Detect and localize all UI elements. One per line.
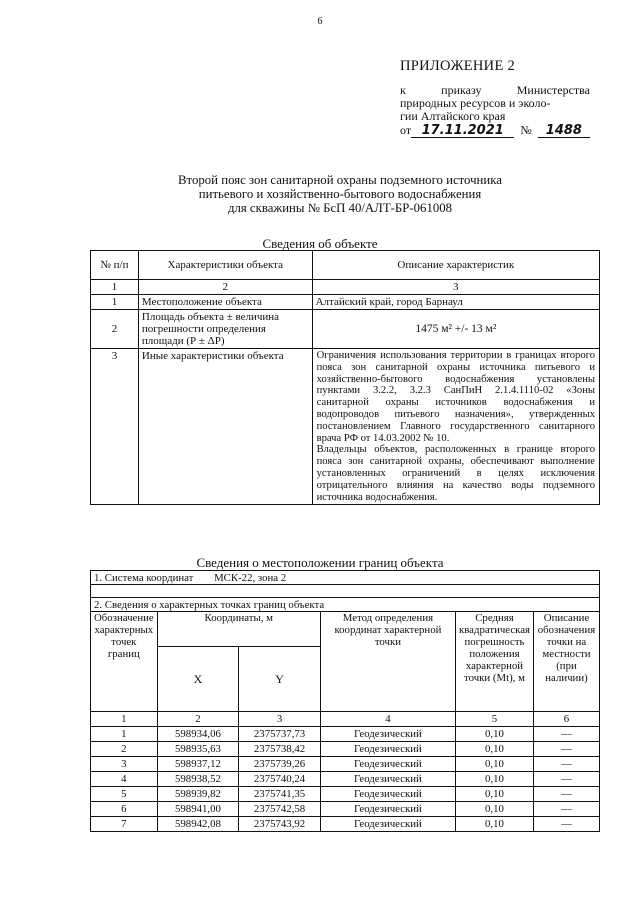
point-desc: — — [533, 772, 599, 787]
point-desc: — — [533, 787, 599, 802]
point-method: Геодезический — [320, 787, 455, 802]
order-line-3: гии Алтайского края — [400, 109, 506, 123]
date-prefix: от — [400, 123, 412, 137]
point-mt: 0,10 — [455, 787, 533, 802]
appendix-title: ПРИЛОЖЕНИЕ 2 — [400, 58, 516, 74]
index-cell: 3 — [239, 712, 321, 727]
point-mt: 0,10 — [455, 757, 533, 772]
point-mt: 0,10 — [455, 742, 533, 757]
point-desc: — — [533, 742, 599, 757]
header-description: Описание характеристик — [312, 251, 599, 280]
points-index-row — [91, 712, 600, 727]
title-line-3: для скважины № БсП 40/АЛТ-БР-061008 — [227, 201, 453, 215]
row-number: 2 — [91, 310, 139, 349]
order-k: к — [400, 83, 406, 97]
point-number: 5 — [91, 787, 158, 802]
header-designation: Обозначение характерных точек границ — [91, 612, 158, 712]
point-desc: — — [533, 802, 599, 817]
point-y: 2375737,73 — [239, 727, 321, 742]
row-characteristic: Иные характеристики объекта — [138, 349, 312, 505]
point-method: Геодезический — [320, 742, 455, 757]
row-value: Алтайский край, город Барнаул — [312, 295, 599, 310]
index-cell: 6 — [533, 712, 599, 727]
table-row — [91, 310, 600, 349]
table-row — [91, 295, 600, 310]
table-row — [91, 787, 600, 802]
coord-system-cell — [91, 571, 600, 585]
point-y: 2375740,24 — [239, 772, 321, 787]
coord-system-row — [91, 571, 600, 585]
header-point-description: Описание обозначения точки на местности (при наличии) — [533, 612, 599, 712]
points-header-row — [91, 612, 600, 647]
header-y: Y — [239, 647, 321, 712]
table-row — [91, 349, 600, 505]
table-row — [91, 727, 600, 742]
object-info-heading: Сведения об объекте — [262, 236, 378, 251]
point-mt: 0,10 — [455, 817, 533, 832]
point-x: 598934,06 — [157, 727, 239, 742]
point-method: Геодезический — [320, 772, 455, 787]
table-row — [91, 817, 600, 832]
point-x: 598939,82 — [157, 787, 239, 802]
point-method: Геодезический — [320, 727, 455, 742]
table-row — [91, 772, 600, 787]
order-reference — [400, 84, 590, 138]
order-date: 17.11.2021 — [411, 124, 514, 138]
spacer-row — [91, 585, 600, 598]
page-number: 6 — [317, 16, 323, 27]
header-error: Средняя квадратическая погрешность положения характерной точки (Mt), м — [455, 612, 533, 712]
title-line-2: питьевого и хозяйственно-бытового водоснабжения — [198, 187, 482, 201]
index-cell: 5 — [455, 712, 533, 727]
point-y: 2375742,58 — [239, 802, 321, 817]
point-x: 598941,00 — [157, 802, 239, 817]
point-x: 598938,52 — [157, 772, 239, 787]
points-label: 2. Сведения о характерных точках границ объекта — [91, 598, 600, 612]
table-index-row — [91, 280, 600, 295]
point-desc: — — [533, 757, 599, 772]
header-method: Метод определения координат характерной точки — [320, 612, 455, 712]
point-x: 598935,63 — [157, 742, 239, 757]
order-ministry: Министерства — [516, 83, 590, 97]
point-number: 4 — [91, 772, 158, 787]
point-mt: 0,10 — [455, 727, 533, 742]
point-y: 2375739,26 — [239, 757, 321, 772]
point-mt: 0,10 — [455, 772, 533, 787]
boundary-points-table — [90, 570, 600, 832]
row-number: 3 — [91, 349, 139, 505]
point-number: 7 — [91, 817, 158, 832]
coord-system-label: 1. Система координат — [94, 571, 194, 584]
location-info-heading: Сведения о местоположении границ объекта — [196, 555, 444, 570]
index-cell: 3 — [312, 280, 599, 295]
other-characteristics-paragraph-1: Ограничения использования территории в границах второго пояса зон санитарной охраны источника питьевого и хозяйственно-бытового водоснабжения установлены пунктами 3.2.2, 3.2.3 СанПиН 2.1.4.1110-02 «Зоны санитарной охраны источников водоснабжения и водопроводов питьевого назначения», утвержденных постановлением Главного государственного санитарного врача РФ от 14.03.2002 № 10. — [316, 350, 595, 444]
order-number: 1488 — [538, 124, 590, 138]
header-x: X — [157, 647, 239, 712]
title-line-1: Второй пояс зон санитарной охраны подземного источника — [178, 173, 502, 187]
point-x: 598942,08 — [157, 817, 239, 832]
spacer-cell — [91, 585, 600, 598]
table-row — [91, 742, 600, 757]
object-info-table — [90, 250, 600, 505]
index-cell: 1 — [91, 280, 139, 295]
index-cell: 1 — [91, 712, 158, 727]
point-y: 2375741,35 — [239, 787, 321, 802]
index-cell: 4 — [320, 712, 455, 727]
point-number: 1 — [91, 727, 158, 742]
point-desc: — — [533, 817, 599, 832]
index-cell: 2 — [138, 280, 312, 295]
table-row — [91, 757, 600, 772]
header-characteristic: Характеристики объекта — [138, 251, 312, 280]
coord-system-value: МСК-22, зона 2 — [214, 571, 287, 584]
point-method: Геодезический — [320, 817, 455, 832]
header-coordinates: Координаты, м — [157, 612, 320, 647]
document-title — [130, 173, 550, 215]
point-number: 3 — [91, 757, 158, 772]
other-characteristics-paragraph-2: Владельцы объектов, расположенных в границе второго пояса зон санитарной охраны, обеспечивают выполнение установленных ограничений в целях исключения отрицательного влияния на качество воды подземного источника водоснабжения. — [316, 444, 595, 503]
row-number: 1 — [91, 295, 139, 310]
table-header-row — [91, 251, 600, 280]
index-cell: 2 — [157, 712, 239, 727]
row-value — [312, 349, 599, 505]
number-label: № — [520, 123, 532, 137]
point-number: 6 — [91, 802, 158, 817]
point-x: 598937,12 — [157, 757, 239, 772]
row-value: 1475 м² +/- 13 м² — [312, 310, 599, 349]
point-desc: — — [533, 727, 599, 742]
point-mt: 0,10 — [455, 802, 533, 817]
point-y: 2375738,42 — [239, 742, 321, 757]
point-method: Геодезический — [320, 802, 455, 817]
point-y: 2375743,92 — [239, 817, 321, 832]
table-row — [91, 802, 600, 817]
order-line-2: природных ресурсов и эколо- — [400, 96, 551, 110]
point-method: Геодезический — [320, 757, 455, 772]
point-number: 2 — [91, 742, 158, 757]
row-characteristic: Площадь объекта ± величина погрешности определения площади (Р ± ΔР) — [138, 310, 312, 349]
row-characteristic: Местоположение объекта — [138, 295, 312, 310]
header-number: № п/п — [91, 251, 139, 280]
points-label-row — [91, 598, 600, 612]
order-word: приказу — [441, 83, 482, 97]
order-date-number — [400, 124, 590, 138]
